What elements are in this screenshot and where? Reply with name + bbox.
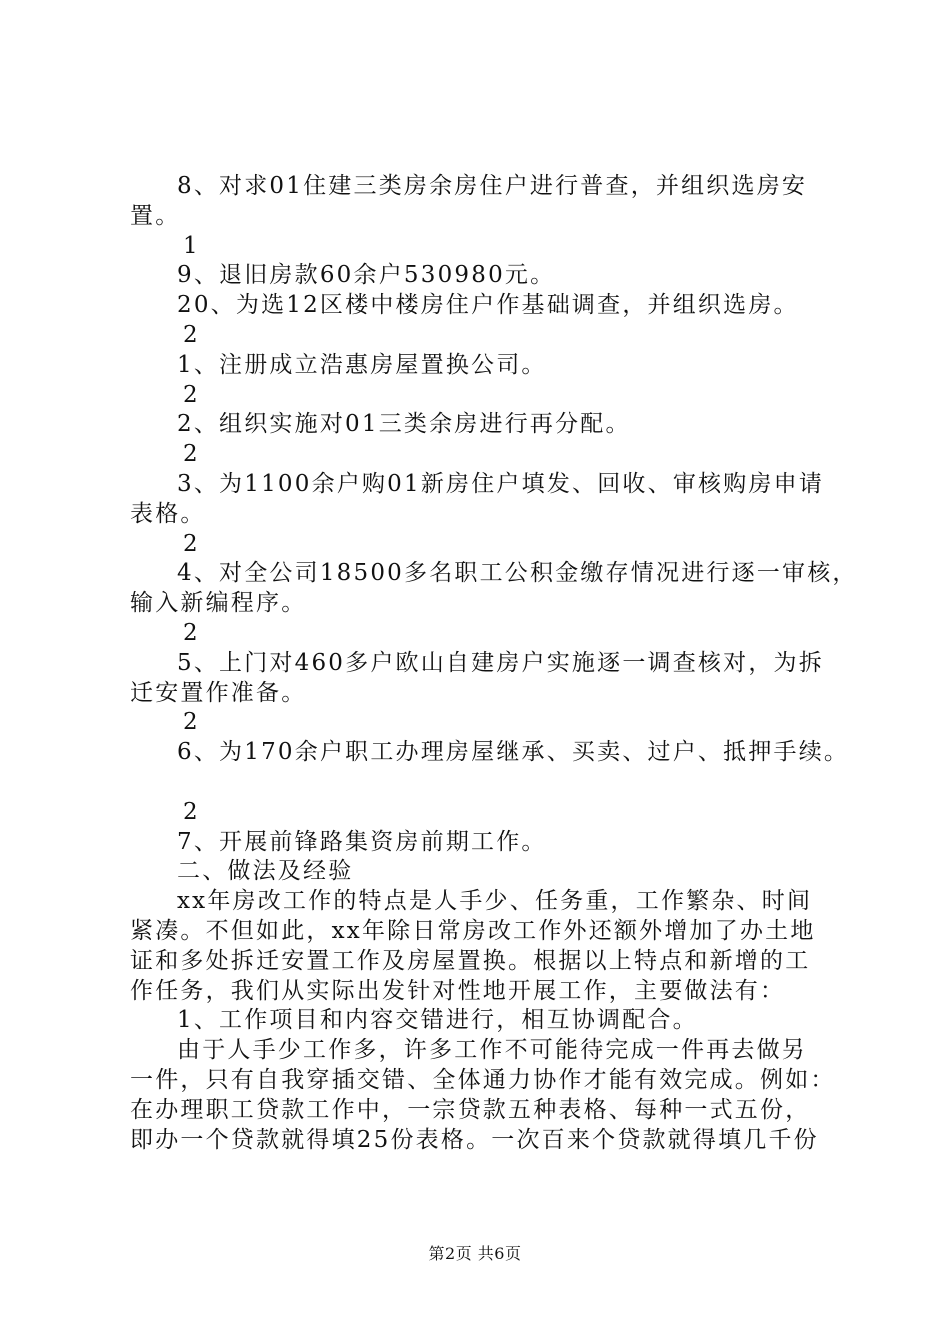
paragraph-line: 1、注册成立浩惠房屋置换公司。 <box>177 351 547 378</box>
page-marker-line: 2 <box>183 798 200 825</box>
paragraph-line: 迁安置作准备。 <box>130 679 307 706</box>
paragraph-line: 6、为170余户职工办理房屋继承、买卖、过户、抵押手续。 <box>177 739 850 766</box>
paragraph-line: 7、开展前锋路集资房前期工作。 <box>177 828 547 855</box>
page-marker-line: 2 <box>183 709 200 736</box>
paragraph-line: 5、上门对460多户欧山自建房户实施逐一调查核对，为拆 <box>177 649 824 676</box>
paragraph-line: 2、组织实施对01三类余房进行再分配。 <box>177 411 631 438</box>
paragraph-line: 4、对全公司18500多名职工公积金缴存情况进行逐一审核， <box>177 560 858 587</box>
document-body <box>130 172 858 1155</box>
paragraph-line: 3、为1100余户购01新房住户填发、回收、审核购房申请 <box>177 470 825 497</box>
page-marker-line: 1 <box>183 232 200 259</box>
page-footer: 第2页 共6页 <box>428 1244 522 1263</box>
blank-line <box>130 768 830 798</box>
page-marker-line: 2 <box>183 381 200 408</box>
paragraph-line: 作任务，我们从实际出发针对性地开展工作，主要做法有： <box>130 977 786 1004</box>
page-marker-line: 2 <box>183 321 200 348</box>
paragraph-line: 由于人手少工作多，许多工作不可能待完成一件再去做另 <box>177 1037 807 1064</box>
page-marker-line: 2 <box>183 619 200 646</box>
page-marker-line: 2 <box>183 441 200 468</box>
section-heading: 二、做法及经验 <box>177 858 354 885</box>
paragraph-line: 1、工作项目和内容交错进行，相互协调配合。 <box>177 1007 698 1034</box>
paragraph-line: 输入新编程序。 <box>130 590 307 617</box>
paragraph-line: 20、为选12区楼中楼房住户作基础调查，并组织选房。 <box>177 292 799 319</box>
paragraph-line: 即办一个贷款就得填25份表格。一次百来个贷款就得填几千份 <box>130 1126 819 1153</box>
paragraph-line: 一件，只有自我穿插交错、全体通力协作才能有效完成。例如： <box>130 1066 836 1093</box>
paragraph-line: 在办理职工贷款工作中，一宗贷款五种表格、每种一式五份， <box>130 1096 811 1123</box>
paragraph-line: 置。 <box>130 202 181 229</box>
paragraph-line: 8、对求01住建三类房余房住户进行普查，并组织选房安 <box>177 173 808 199</box>
page-marker-line: 2 <box>183 530 200 557</box>
paragraph-line: 紧凑。不但如此，xx年除日常房改工作外还额外增加了办土地 <box>130 917 816 944</box>
paragraph-line: 9、退旧房款60余户530980元。 <box>177 262 556 289</box>
paragraph-line: xx年房改工作的特点是人手少、任务重，工作繁杂、时间 <box>177 888 813 915</box>
paragraph-line: 证和多处拆迁安置工作及房屋置换。根据以上特点和新增的工 <box>130 947 811 974</box>
paragraph-line: 表格。 <box>130 500 206 527</box>
